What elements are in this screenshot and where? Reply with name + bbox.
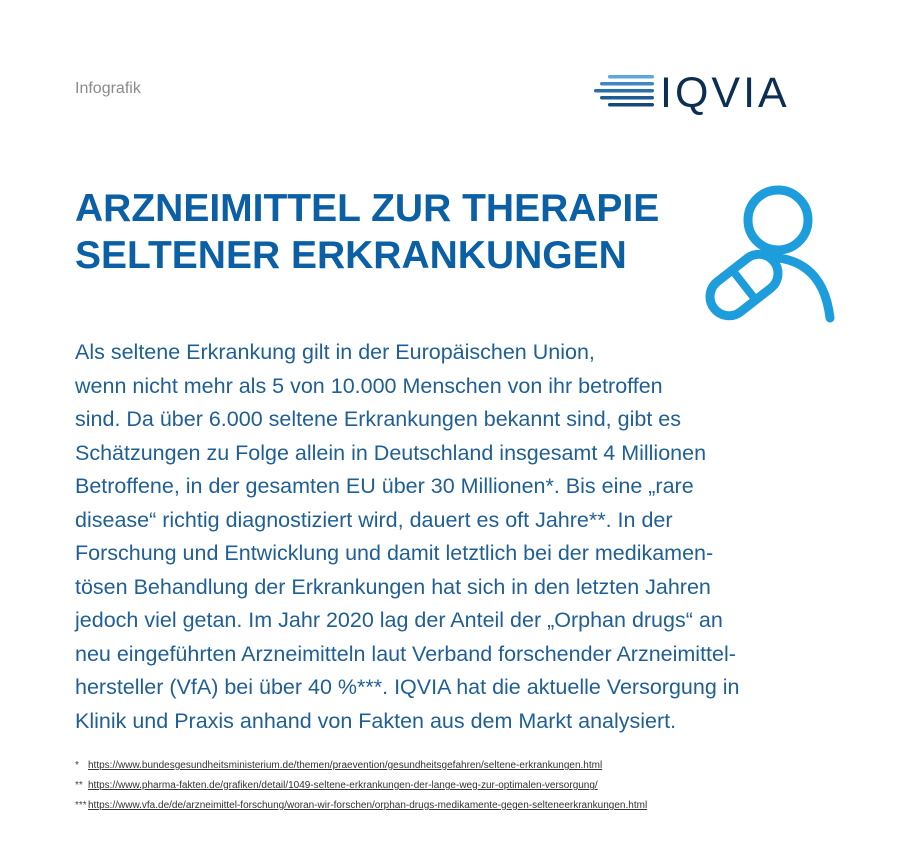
paragraph-line: tösen Behandlung der Erkrankungen hat sich in den letzten Jahren [75, 574, 711, 599]
paragraph-line: Schätzungen zu Folge allein in Deutschland insgesamt 4 Millionen [75, 440, 707, 465]
footnote-link[interactable]: https://www.vfa.de/de/arzneimittel-forschung/woran-wir-forschen/orphan-drugs-medikamente-gegen-selteneerkrankungen.html [88, 800, 648, 811]
paragraph-line: Betroffene, in der gesamten EU über 30 Millionen*. Bis eine „rare [75, 474, 694, 498]
paragraph-line: jedoch viel getan. Im Jahr 2020 lag der Anteil der „Orphan drugs“ an [75, 608, 723, 632]
title-line-1: ARZNEIMITTEL ZUR THERAPIE [75, 187, 660, 230]
paragraph-line: Forschung und Entwicklung und damit letztlich bei der medikamen- [75, 541, 714, 565]
logo-speed-lines-icon [594, 75, 654, 107]
footnote-mark: * [75, 760, 79, 771]
footnote-link[interactable]: https://www.bundesgesundheitsministerium.de/themen/praevention/gesundheitsgefahren/seltene-erkrankungen.html [88, 760, 603, 771]
intro-paragraph [75, 336, 855, 738]
paragraph-line: hersteller (VfA) bei über 40 %***. IQVIA hat die aktuelle Versorgung in [75, 675, 740, 699]
patient-with-pill-icon [692, 180, 852, 340]
footnote [75, 776, 647, 796]
header-label: Infografik [75, 80, 141, 97]
iqvia-logo [594, 62, 844, 118]
paragraph-line: disease“ richtig diagnostiziert wird, dauert es oft Jahre**. In der [75, 507, 673, 532]
paragraph-line: Als seltene Erkrankung gilt in der Europäischen Union, [75, 340, 595, 364]
footnote-mark: ** [75, 780, 83, 791]
paragraph-line: neu eingeführten Arzneimitteln laut Verband forschender Arzneimittel- [75, 641, 736, 666]
footnote-link[interactable]: https://www.pharma-fakten.de/grafiken/detail/1049-seltene-erkrankungen-der-lange-weg-zur-optimalen-versorgung/ [88, 780, 598, 791]
footnote [75, 796, 647, 816]
iqvia-logo-graphic [594, 62, 844, 118]
footnote [75, 756, 647, 776]
paragraph-line: Klinik und Praxis anhand von Fakten aus dem Markt analysiert. [75, 708, 677, 733]
page-title [75, 185, 659, 279]
footnotes [75, 756, 647, 816]
footnote-mark: *** [75, 800, 87, 811]
title-line-2: SELTENER ERKRANKUNGEN [75, 234, 627, 277]
paragraph-line: sind. Da über 6.000 seltene Erkrankungen bekannt sind, gibt es [75, 407, 681, 431]
logo-wordmark: IQVIA [660, 69, 790, 117]
paragraph-line: wenn nicht mehr als 5 von 10.000 Menschen von ihr betroffen [75, 373, 663, 398]
